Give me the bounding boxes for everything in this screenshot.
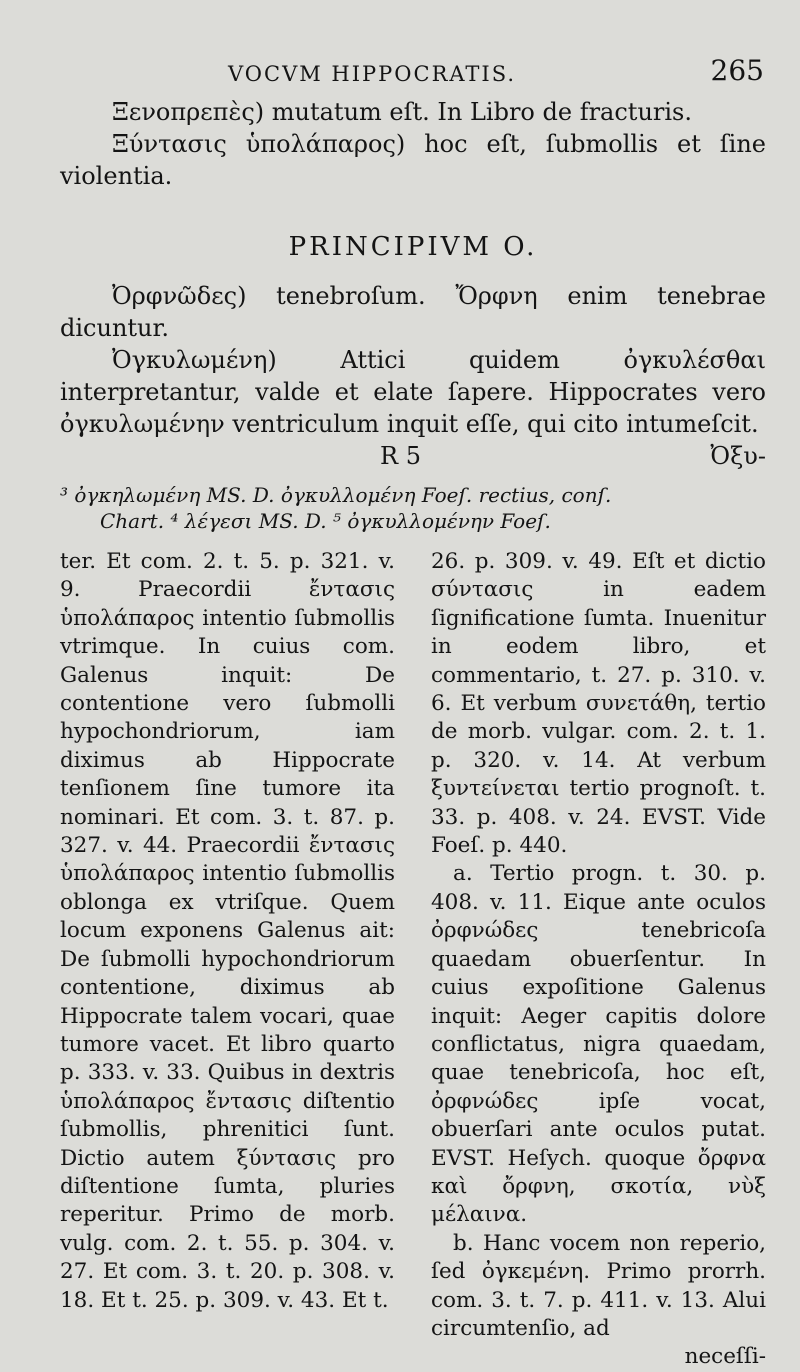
entry-paragraph: Ξύντασις ὑπολάπαρος) hoc eſt, ſubmollis et ſine violentia. bbox=[60, 130, 766, 190]
commentary-paragraph: ter. Et com. 2. t. 5. p. 321. v. 9. Praecordii ἔντασις ὑπολάπαρος intentio ſubmollis vtrimque. In cuius com. Galenus inquit: De contentione vero ſubmolli hypochondriorum, iam diximus ab Hippocrate tenſionem ſine tumore ita nominari. Et com. 3. t. 87. p. 327. v. 44. Praecordii ἔντασις ὑπολάπαρος intentio ſubmollis oblonga ex vtriſque. Quem locum exponens Galenus ait: De ſubmolli hypochondriorum contentione, diximus ab Hippocrate talem vocari, quae tumore vacet. Et libro quarto p. 333. v. 33. Quibus in dextris ὑπολάπαρος ἔντασις diſtentio ſubmollis, phrenitici ſunt. Dictio autem ξύντασις pro diſtentione ſumta, pluries reperitur. Primo de morb. vulg. com. 2. t. 55. p. 304. v. 27. Et com. 3. t. 20. p. 308. v. 18. Et t. 25. p. 309. v. 43. Et t. bbox=[60, 549, 395, 1313]
footnotes bbox=[60, 482, 766, 534]
catchword: Ὀξυ- bbox=[710, 442, 766, 470]
left-column bbox=[60, 548, 395, 1372]
catchline bbox=[60, 440, 766, 472]
entry-paragraph: Ὀγκυλωμένη) Attici quidem ὀγκυλέσθαι interpretantur, valde et elate ſapere. Hippocrates vero ὀγκυλωμένην ventriculum inquit eſſe, qui cito intumeſcit. bbox=[60, 346, 766, 438]
running-title: VOCVM HIPPOCRATIS. bbox=[228, 62, 517, 86]
catchword: neceſſi- bbox=[684, 1344, 766, 1370]
page-number: 265 bbox=[710, 54, 764, 87]
section-title: PRINCIPIVM O. bbox=[288, 232, 538, 262]
footnote: Chart. ⁴ λέγεσι MS. D. ⁵ ὀγκυλλομένην Foeſ. bbox=[100, 509, 551, 533]
running-head bbox=[60, 52, 766, 96]
commentary-columns bbox=[60, 548, 766, 1372]
commentary-paragraph: b. Hanc vocem non reperio, ſed ὀγκεμένη. Primo prorrh. com. 3. t. 7. p. 411. v. 13. Alui circumtenſio, ad bbox=[431, 1230, 766, 1341]
main-text bbox=[60, 96, 766, 472]
commentary-paragraph: a. Tertio progn. t. 30. p. 408. v. 11. Eique ante oculos ὀρφνώδες tenebricoſa quaedam obuerſentur. In cuius expoſitione Galenus inquit: Aeger capitis dolore conflictatus, nigra quaedam, quae tenebricoſa, hoc eſt, ὀρφνώδες ipſe vocat, obuerſari ante oculos putat. EVST. Heſych. quoque ὄρφνα καὶ ὄρφνη, σκοτία, νὺξ μέλαινα. bbox=[431, 861, 766, 1228]
signature-mark: R 5 bbox=[380, 442, 421, 470]
footnote: ³ ὀγκηλωμένη MS. D. ὀγκυλλομένη Foeſ. rectius, conſ. bbox=[60, 483, 612, 507]
commentary-paragraph: 26. p. 309. v. 49. Eſt et dictio σύντασις in eadem ſignificatione ſumta. Inuenitur in eodem libro, et commentario, t. 27. p. 310. v. 6. Et verbum συνετάθη, tertio de morb. vulgar. com. 2. t. 1. p. 320. v. 14. At verbum ξυντείνεται tertio prognoſt. t. 33. p. 408. v. 24. EVST. Vide Foeſ. p. 440. bbox=[431, 549, 766, 859]
entry-paragraph: Ξενοπρεπὲς) mutatum eſt. In Libro de fracturis. bbox=[112, 98, 692, 126]
entry-paragraph: Ὀρφνῶδες) tenebroſum. Ὄρφνη enim tenebrae dicuntur. bbox=[60, 282, 766, 342]
right-column bbox=[431, 548, 766, 1372]
